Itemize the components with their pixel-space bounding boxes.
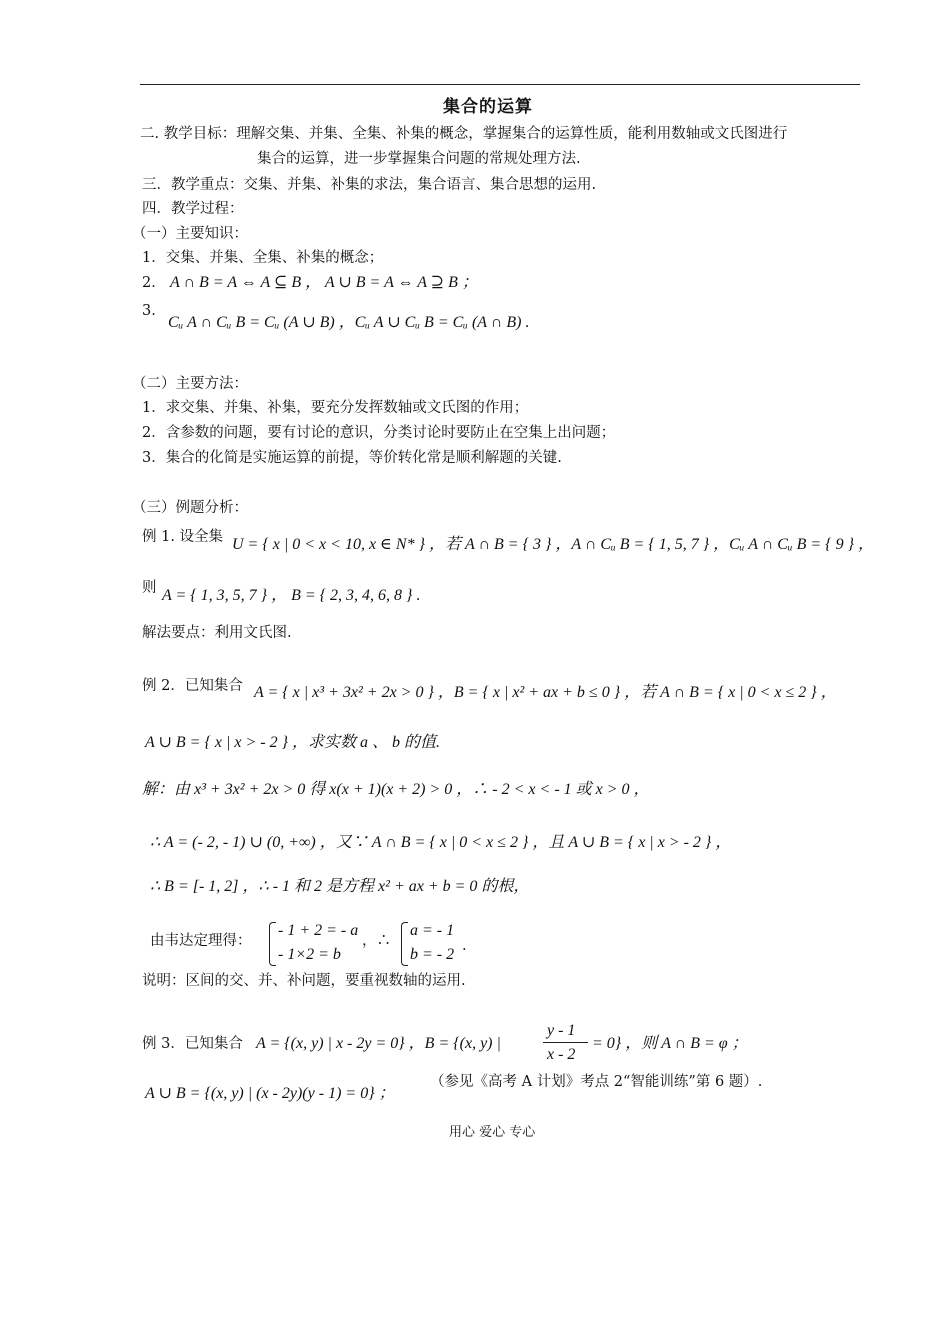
example-2-note: 说明：区间的交、并、补问题，要重视数轴的运用. — [142, 973, 466, 989]
example-2-formula-1: A = { x | x³ + 3x² + 2x > 0 } ，B = { x | x² + ax + b ≤ 0 } ，若 A ∩ B = { x | 0 < x ≤ 2 } ， — [254, 684, 837, 701]
top-rule — [140, 84, 860, 85]
section-2-heading: （二）主要方法： — [132, 376, 248, 392]
focus-text: 三．教学重点：交集、并集、补集的求法，集合语言、集合思想的运用. — [142, 177, 597, 193]
vieta-label: 由韦达定理得： — [150, 933, 252, 949]
example-1-formula-2: A = { 1, 3, 5, 7 } ， B = { 2, 3, 4, 6, 8 } . — [162, 587, 421, 604]
fraction-bar — [543, 1042, 588, 1043]
knowledge-item-3-number: 3. — [142, 303, 156, 319]
example-1-hint: 解法要点：利用文氏图. — [142, 625, 292, 641]
page-footer: 用心 爱心 专心 — [449, 1125, 536, 1140]
example-2-solution-2: ∴ A = (- 2, - 1) ∪ (0, +∞) ，又∵ A ∩ B = { x | 0 < x ≤ 2 } ，且 A ∪ B = { x | x > - 2 } ， — [150, 834, 732, 851]
example-1-label: 例 1. 设全集 — [142, 529, 224, 545]
example-2-label: 例 2．已知集合 — [142, 678, 243, 694]
section-3-heading: （三）例题分析： — [132, 500, 248, 516]
knowledge-item-2-formula: A ∩ B = A ⇔ A ⊆ B ， A ∪ B = A ⇔ A ⊇ B ； — [170, 274, 478, 291]
example-3-formula-1: A = {(x, y) | x - 2y = 0} ，B = {(x, y) | — [256, 1035, 501, 1052]
goals-line-1: 二. 教学目标：理解交集、并集、全集、补集的概念，掌握集合的运算性质，能利用数轴或文氏图进行 — [140, 126, 788, 142]
system-2-equation-1: a = - 1 — [410, 922, 455, 939]
system-1-equation-1: - 1 + 2 = - a — [278, 922, 359, 939]
system-1-brace — [269, 922, 276, 966]
example-3-formula-1-tail: = 0} ，则 A ∩ B = φ ； — [592, 1035, 748, 1052]
example-3-formula-2: A ∪ B = {(x, y) | (x - 2y)(y - 1) = 0} ； — [145, 1085, 395, 1102]
example-3-reference: （参见《高考 A 计划》考点 2“智能训练”第 6 题）. — [430, 1074, 763, 1090]
system-2-equation-2: b = - 2 — [410, 946, 455, 963]
section-1-heading: （一）主要知识： — [132, 226, 248, 242]
fraction-denominator: x - 2 — [547, 1046, 576, 1063]
example-3-label: 例 3．已知集合 — [142, 1036, 243, 1052]
fraction-numerator: y - 1 — [547, 1022, 576, 1039]
goals-line-2: 集合的运算，进一步掌握集合问题的常规处理方法. — [257, 151, 581, 167]
example-1-formula-1: U = { x | 0 < x < 10, x ∈ N* } ，若 A ∩ B = { 3 } ，A ∩ Cᵤ B = { 1, 5, 7 } ，Cᵤ A ∩ Cᵤ B = { 9 } ， — [232, 536, 874, 553]
method-item-1: 1．求交集、并集、补集，要充分发挥数轴或文氏图的作用； — [142, 400, 529, 416]
system-end-period: . — [462, 938, 467, 954]
example-2-solution-3: ∴ B = [- 1, 2] ，∴ - 1 和 2 是方程 x² + ax + b = 0 的根， — [150, 878, 530, 895]
example-2-solution-1: 解：由 x³ + 3x² + 2x > 0 得 x(x + 1)(x + 2) > 0 ，∴ - 2 < x < - 1 或 x > 0 ， — [142, 781, 650, 798]
knowledge-item-1: 1．交集、并集、全集、补集的概念； — [142, 250, 384, 266]
example-1-then: 则 — [142, 580, 157, 596]
method-item-2: 2．含参数的问题，要有讨论的意识，分类讨论时要防止在空集上出问题； — [142, 425, 616, 441]
system-2-brace — [401, 922, 408, 966]
knowledge-item-2-number: 2． — [142, 275, 166, 291]
page-title: 集合的运算 — [443, 97, 533, 117]
knowledge-item-3-formula: Cᵤ A ∩ Cᵤ B = Cᵤ (A ∪ B) ，Cᵤ A ∪ Cᵤ B = Cᵤ (A ∩ B) . — [168, 314, 530, 331]
therefore-symbol: ，∴ — [362, 933, 391, 949]
process-heading: 四．教学过程： — [142, 201, 244, 217]
system-1-equation-2: - 1×2 = b — [278, 946, 341, 963]
method-item-3: 3．集合的化简是实施运算的前提，等价转化常是顺利解题的关键. — [142, 450, 562, 466]
example-2-formula-2: A ∪ B = { x | x > - 2 } ，求实数 a 、 b 的值. — [145, 734, 440, 751]
